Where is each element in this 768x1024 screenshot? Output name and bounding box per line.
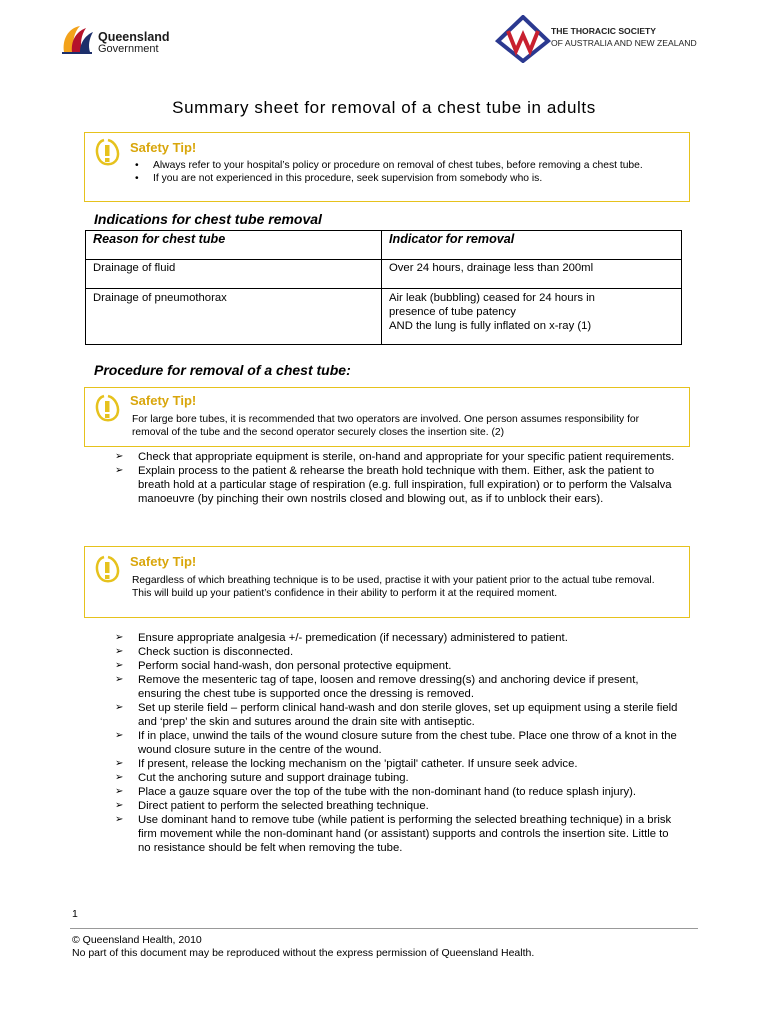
safety-tip-title: Safety Tip! [130,393,197,408]
list-item: ➢ Perform social hand-wash, don personal protective equipment. [118,659,678,673]
warning-icon [94,554,120,584]
safety-tip-text: For large bore tubes, it is recommended that two operators are involved. One person assumes responsibility for removal of the tube and the second operator securely closes the insertion site. (2) [132,414,640,438]
safety-tip-text: Regardless of which breathing technique is to be used, practise it with your patient prior to the actual tube removal. This will build up your patient’s confidence in their ability to perform it at the required moment. [132,575,655,599]
list-item: ➢ Check that appropriate equipment is sterile, on-hand and appropriate for your specific patient requirements. [118,450,678,464]
safety-tip-box-2 [84,387,690,447]
list-item: ➢ Explain process to the patient & rehearse the breath hold technique with them. Either, ask the patient to breath hold at a particular stage of respiration (e.g. full inspiration, full expiration) or to perform the Valsalva manoeuvre (by pinching their own nostrils closed and blowing out, as if to unblock their ears). [118,464,678,506]
list-item: • Always refer to your hospital’s policy or procedure on removal of chest tubes, before removing a chest tube. [131,160,671,173]
warning-icon [94,393,120,423]
table-cell: Drainage of fluid [86,260,382,289]
list-item: ➢ Use dominant hand to remove tube (while patient is performing the selected breathing technique) in a brisk firm movement while the non-dominant hand (or assistant) supports and controls the insertion site. Little to no resistance should be felt when removing the tube. [118,813,678,855]
warning-icon [94,137,120,167]
indications-table [85,230,682,345]
cell-line: AND the lung is fully inflated on x-ray (1) [389,320,592,332]
tsanz-name-line1: THE THORACIC SOCIETY [551,26,657,36]
procedure-heading: Procedure for removal of a chest tube: [94,362,351,378]
table-cell: Drainage of pneumothorax [86,289,382,345]
cell-line: presence of tube patency [389,306,516,318]
table-cell [382,289,682,345]
column-header-indicator: Indicator for removal [382,231,682,260]
table-cell: Over 24 hours, drainage less than 200ml [382,260,682,289]
queensland-government-logo [60,22,100,58]
table-row [86,260,682,289]
safety-tip-title: Safety Tip! [130,140,197,155]
page-title: Summary sheet for removal of a chest tube in adults [172,98,596,117]
table-row [86,289,682,345]
list-item: ➢ If present, release the locking mechanism on the 'pigtail' catheter. If unsure seek advice. [118,757,678,771]
safety-tip-box-3 [84,546,690,618]
list-item: ➢ Set up sterile field – perform clinical hand-wash and don sterile gloves, set up equipment using a sterile field and ‘prep’ the skin and sutures around the drain site with antiseptic. [118,701,678,729]
safety-tip-list [131,160,671,186]
indications-heading: Indications for chest tube removal [94,211,322,227]
procedure-steps-2 [118,631,678,855]
tsanz-logo [494,15,552,63]
copyright-text: © Queensland Health, 2010 [72,934,202,946]
reproduction-notice: No part of this document may be reproduced without the express permission of Queensland Health. [72,947,535,959]
list-item: ➢ Check suction is disconnected. [118,645,678,659]
list-item: ➢ Remove the mesenteric tag of tape, loosen and remove dressing(s) and anchoring device if present, ensuring the chest tube is supported once the dressing is removed. [118,673,678,701]
list-item: ➢ If in place, unwind the tails of the wound closure suture from the chest tube. Place one throw of a knot in the wound closure suture in the centre of the wound. [118,729,678,757]
list-item: ➢ Place a gauze square over the top of the tube with the non-dominant hand (to reduce splash injury). [118,785,678,799]
footer-divider [70,928,698,929]
tsanz-name-line2: OF AUSTRALIA AND NEW ZEALAND [551,38,697,48]
list-item: ➢ Cut the anchoring suture and support drainage tubing. [118,771,678,785]
list-item: ➢ Direct patient to perform the selected breathing technique. [118,799,678,813]
cell-line: Air leak (bubbling) ceased for 24 hours in [389,292,595,304]
qld-sub-wordmark: Government [98,43,159,55]
column-header-reason: Reason for chest tube [86,231,382,260]
list-item: • If you are not experienced in this procedure, seek supervision from somebody who is. [131,173,671,186]
list-item: ➢ Ensure appropriate analgesia +/- premedication (if necessary) administered to patient. [118,631,678,645]
qld-wordmark: Queensland [98,30,170,44]
procedure-steps-1 [118,450,678,506]
safety-tip-title: Safety Tip! [130,554,197,569]
page-number: 1 [72,908,78,920]
safety-tip-box-1 [84,132,690,202]
